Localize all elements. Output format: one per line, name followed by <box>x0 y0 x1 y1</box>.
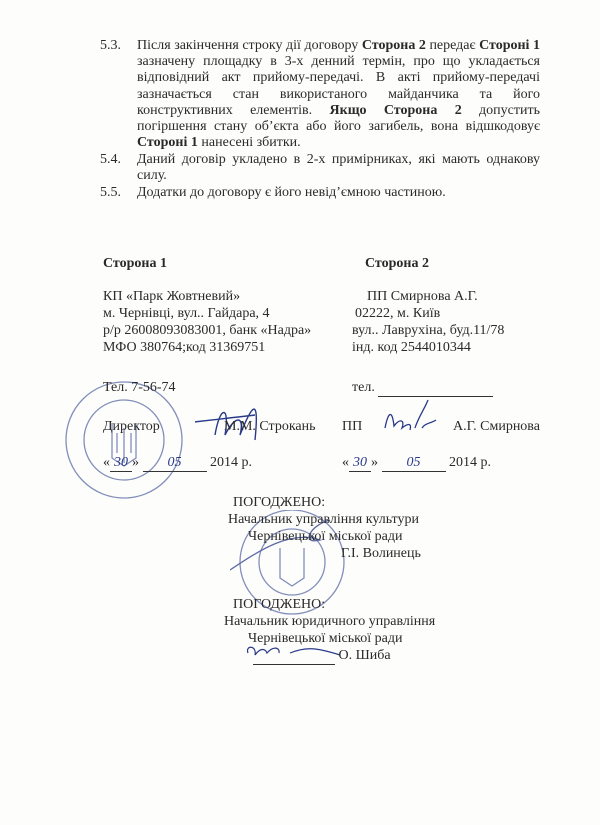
approval1-name: Г.І. Волинець <box>341 546 421 561</box>
clause-number: 5.4. <box>100 152 121 167</box>
party1-heading: Сторона 1 <box>103 256 167 271</box>
party1-stamp <box>62 378 192 508</box>
party2-date: « 30 » 05 2014 р. <box>342 455 491 470</box>
party2-address1: 02222, м. Київ <box>355 306 441 321</box>
party2-phone: тел. <box>352 380 493 397</box>
party1-signer-name: М.М. Строкань <box>224 419 316 434</box>
party2-signature <box>380 398 440 438</box>
party1-address: м. Чернівці, вул.. Гайдара, 4 <box>103 306 270 321</box>
clause-number: 5.5. <box>100 185 121 200</box>
party1-date: « 30 » 05 2014 р. <box>103 455 252 470</box>
party1-codes: МФО 380764;код 31369751 <box>103 340 266 355</box>
party1-signer-title: Директор <box>103 419 160 434</box>
clause-5-5 <box>100 185 540 201</box>
party2-signer-title: ПП <box>342 419 363 434</box>
party2-signer-name: А.Г. Смирнова <box>453 419 540 434</box>
clause-5-4 <box>100 152 540 184</box>
party1-name: КП «Парк Жовтневий» <box>103 289 241 304</box>
approval1-label: ПОГОДЖЕНО: <box>233 495 326 510</box>
approval2-position: Начальник юридичного управління <box>224 614 436 629</box>
clause-number: 5.3. <box>100 38 121 53</box>
approval2-label: ПОГОДЖЕНО: <box>233 597 326 612</box>
approval1-position: Начальник управління культури <box>228 512 419 527</box>
party2-heading: Сторона 2 <box>365 256 429 271</box>
party2-code: інд. код 2544010344 <box>352 340 471 355</box>
party2-address2: вул.. Лаврухіна, буд.11/78 <box>352 323 505 338</box>
party2-name: ПП Смирнова А.Г. <box>367 289 478 304</box>
clause-text: Після закінчення строку дії договору Сторона 2 передає Стороні 1 зазначену площадку в 3-х денний термін, про що укладається відповідний акт прийому-передачі. В акті прийому-передачі зазначається стан використаного майданчика та його конструктивних елементів. Якщо Сторона 2 допустить погіршення стану об’єкта або його загибель, вона відшкодовує Стороні 1 нанесені збитки. <box>137 38 540 151</box>
party1-phone: Тел. 7-56-74 <box>103 380 176 395</box>
approval1-council: Чернівецької міської ради <box>248 529 403 544</box>
clause-5-3 <box>100 38 540 151</box>
approval2-signature-line: О. Шиба <box>253 648 391 665</box>
approval2-council: Чернівецької міської ради <box>248 631 403 646</box>
clause-text: Додатки до договору є його невід’ємною частиною. <box>137 185 446 200</box>
clause-text: Даний договір укладено в 2-х примірниках, які мають однакову силу. <box>137 152 540 184</box>
party1-account: р/р 26008093083001, банк «Надра» <box>103 323 312 338</box>
